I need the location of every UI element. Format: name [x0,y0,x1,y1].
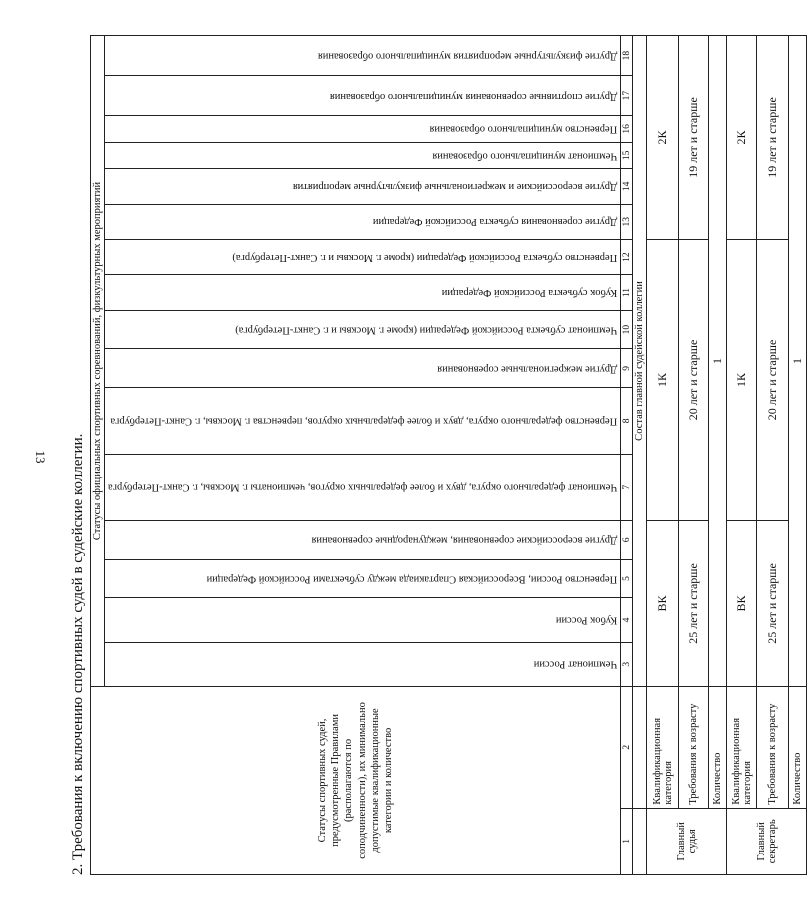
column-number: 14 [621,169,633,204]
column-header: Кубок субъекта Российской Федерации [105,275,621,310]
section-spacer [633,686,647,808]
header-left-cell: Статусы спортивных судей, предусмотренные Правилами (располагаются по соподчиненности), их минимально допустимые квалификационные категории и количество [91,686,621,874]
cell-value: 20 лет и старше [679,239,709,520]
section-title: Состав главной судейской коллегии [633,36,647,687]
page-heading: 2. Требования к включению спортивных судей в судейские коллегии. [70,433,86,875]
cell-value: ВК [727,520,757,686]
section-row [633,36,647,875]
column-header: Чемпионат федерального округа, двух и более федеральных округов, чемпионаты г. Москвы, г. Санкт-Петербурга [105,454,621,520]
role-name: Главный секретарь [727,808,807,874]
header-group-cell: Статусы официальных спортивных соревнований, физкультурных мероприятий [91,36,105,687]
row-label: Квалификационная категория [727,686,757,808]
column-number: 2 [621,686,633,808]
cell-value: 20 лет и старше [757,239,789,520]
table-row [727,36,757,875]
column-header: Чемпионат субъекта Российской Федерации (кроме г. Москвы и г. Санкт-Петербурга) [105,310,621,349]
column-header: Кубок России [105,598,621,642]
cell-value: 2К [647,36,679,240]
cell-value: 1К [647,239,679,520]
column-header: Первенство федерального округа, двух и более федеральных округов, первенства г. Москвы, г. Санкт-Петербурга [105,388,621,454]
column-header: Чемпионат России [105,642,621,686]
table-row [709,36,727,875]
column-header: Другие спортивные соревнования муниципального образования [105,76,621,116]
column-number: 13 [621,204,633,239]
cell-value: 1 [789,36,807,687]
table-row [679,36,709,875]
column-number: 3 [621,642,633,686]
column-number: 16 [621,116,633,143]
column-number: 17 [621,76,633,116]
cell-value: 1К [727,239,757,520]
column-header: Другие всероссийские соревнования, международные соревнования [105,520,621,559]
column-number: 5 [621,559,633,598]
row-label: Количество [709,686,727,808]
column-number: 1 [621,808,633,874]
role-name: Главный судья [647,808,727,874]
row-label: Требования к возрасту [679,686,709,808]
column-number: 12 [621,239,633,274]
row-label: Квалификационная категория [647,686,679,808]
header-group-row [91,36,105,875]
judges-requirements-table [90,35,807,875]
cell-value: 25 лет и старше [679,520,709,686]
column-number: 10 [621,310,633,349]
column-number: 6 [621,520,633,559]
column-numbers-row [621,36,633,875]
cell-value: 19 лет и старше [679,36,709,240]
column-header: Другие соревнования субъекта Российской Федерации [105,204,621,239]
row-label: Требования к возрасту [757,686,789,808]
column-header: Другие всероссийские и межрегиональные физкультурные мероприятия [105,169,621,204]
column-number: 9 [621,349,633,388]
cell-value: 1 [709,36,727,687]
cell-value: 2К [727,36,757,240]
table-row [789,36,807,875]
cell-value: 19 лет и старше [757,36,789,240]
column-number: 11 [621,275,633,310]
table-row [757,36,789,875]
cell-value: ВК [647,520,679,686]
column-number: 7 [621,454,633,520]
column-header: Другие межрегиональные соревнования [105,349,621,388]
column-number: 4 [621,598,633,642]
cell-value: 25 лет и старше [757,520,789,686]
table-row [647,36,679,875]
column-header: Первенство России, Всероссийская Спартакиада между субъектами Российской Федерации [105,559,621,598]
column-number: 18 [621,36,633,76]
column-header: Чемпионат муниципального образования [105,142,621,169]
row-label: Количество [789,686,807,808]
column-header: Другие физкультурные мероприятия муниципального образования [105,36,621,76]
section-spacer [633,808,647,874]
column-header: Первенство субъекта Российской Федерации (кроме г. Москвы и г. Санкт-Петербурга) [105,239,621,274]
column-number: 15 [621,142,633,169]
column-header: Первенство муниципального образования [105,116,621,143]
page-number: 13 [33,450,48,464]
column-number: 8 [621,388,633,454]
